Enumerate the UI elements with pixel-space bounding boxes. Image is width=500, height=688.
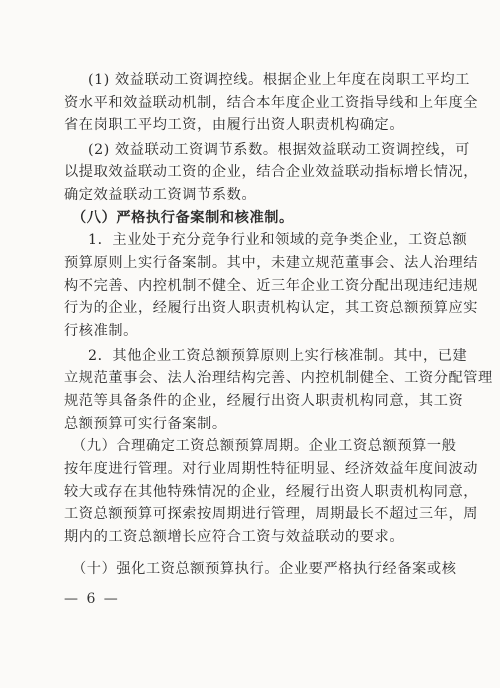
para1-line3: 省在岗职工平均工资，由履行出资人职责机构确定。 (64, 117, 405, 133)
para3-line5: 行核准制。 (64, 323, 138, 339)
para5-line5: 期内的工资总额增长应符合工资与效益联动的要求。 (64, 529, 405, 545)
para6-line1: （十）强化工资总额预算执行。企业要严格执行经备案或核 (72, 561, 457, 577)
para3-line4: 行为的企业，经履行出资人职责机构认定，其工资总额预算应实 (64, 300, 479, 316)
para2-line3: 确定效益联动工资调节系数。 (64, 187, 257, 203)
para5-line1: （九）合理确定工资总额预算周期。企业工资总额预算一般 (72, 438, 457, 454)
page-number-footer: — 6 — (64, 591, 120, 607)
para4-line1: 2．其他企业工资总额预算原则上实行核准制。其中，已建 (88, 348, 468, 364)
para1-line1: (1) 效益联动工资调控线。根据企业上年度在岗职工平均工 (88, 72, 470, 88)
para5-line3: 较大或存在其他特殊情况的企业，经履行出资人职责机构同意， (64, 484, 479, 500)
para3-line3: 构不完善、内控机制不健全、近三年企业工资分配出现违纪违规 (64, 278, 479, 294)
para3-line1: 1．主业处于充分竞争行业和领域的竞争类企业，工资总额 (88, 232, 468, 248)
para4-line3: 规范等具备条件的企业，经履行出资人职责机构同意，其工资 (64, 393, 464, 409)
para2-line2: 以提取效益联动工资的企业，结合企业效益联动指标增长情况， (64, 164, 479, 180)
para2-line1: (2) 效益联动工资调节系数。根据效益联动工资调控线，可 (88, 142, 470, 158)
section-heading-8: （八）严格执行备案制和核准制。 (72, 210, 294, 226)
para5-line4: 工资总额预算可探索按周期进行管理，周期最长不超过三年，周 (64, 506, 479, 522)
para1-line2: 资水平和效益联动机制，结合本年度企业工资指导线和上年度全 (64, 95, 479, 111)
para3-line2: 预算原则上实行备案制。其中，未建立规范董事会、法人治理结 (64, 255, 479, 271)
para4-line4: 总额预算可实行备案制。 (64, 416, 227, 432)
para4-line2: 立规范董事会、法人治理结构完善、内控机制健全、工资分配管理 (64, 370, 493, 386)
para5-line2: 按年度进行管理。对行业周期性特征明显、经济效益年度间波动 (64, 461, 479, 477)
